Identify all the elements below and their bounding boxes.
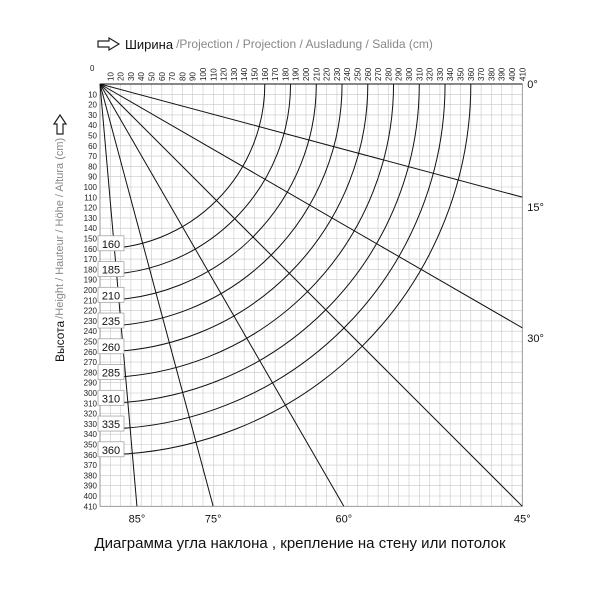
y-tick-label: 270 (83, 358, 97, 368)
x-axis-ticks (90, 64, 527, 81)
y-tick-label: 360 (83, 450, 97, 460)
diagram-caption: Диаграмма угла наклона , крепление на стену или потолок (94, 535, 506, 552)
y-tick-label: 20 (88, 100, 97, 110)
x-tick-label: 200 (302, 67, 311, 81)
x-tick-label: 370 (477, 67, 487, 81)
radius-label: 310 (101, 393, 121, 406)
y-tick-label: 350 (83, 440, 97, 450)
y-tick-label: 50 (88, 131, 97, 141)
x-tick-label: 50 (147, 72, 157, 81)
y-tick-label: 180 (83, 265, 97, 275)
y-tick-label: 370 (83, 461, 97, 471)
x-tick-label: 310 (415, 67, 425, 81)
y-tick-label: 240 (83, 327, 97, 337)
angle-label: 75° (204, 513, 222, 526)
x-tick-label: 190 (291, 67, 301, 81)
y-tick-label: 140 (83, 224, 97, 234)
angle-label: 30° (527, 332, 544, 345)
x-tick-label: 300 (405, 67, 414, 81)
x-tick-label: 130 (229, 67, 239, 81)
x-tick-label: 360 (466, 67, 476, 81)
y-tick-label: 310 (83, 399, 97, 409)
angle-line (100, 84, 522, 506)
y-tick-label: 220 (83, 306, 97, 316)
radius-label: 235 (101, 316, 121, 329)
x-tick-label: 220 (322, 67, 332, 81)
y-tick-label: 80 (88, 162, 97, 172)
y-tick-label: 10 (88, 90, 97, 100)
x-tick-label: 170 (271, 67, 281, 81)
x-tick-label: 100 (199, 67, 208, 81)
x-tick-label: 320 (425, 67, 435, 81)
x-tick-label: 290 (394, 67, 404, 81)
x-tick-label: 380 (487, 67, 497, 81)
y-tick-label: 30 (88, 110, 97, 120)
angle-label: 45° (513, 513, 531, 526)
radius-label: 260 (101, 341, 121, 354)
x-tick-label: 70 (168, 72, 178, 81)
x-tick-label: 40 (137, 72, 147, 81)
y-tick-label: 120 (83, 203, 97, 213)
angle-label: 60° (335, 513, 353, 526)
x-tick-label: 180 (281, 67, 291, 81)
projection-header (97, 35, 433, 53)
x-tick-label: 110 (209, 68, 219, 81)
y-tick-label: 380 (83, 471, 97, 481)
y-tick-label: 190 (83, 275, 97, 285)
x-tick-label: 10 (106, 72, 116, 81)
x-tick-label: 230 (332, 67, 342, 81)
x-tick-label: 210 (312, 67, 322, 81)
x-tick-label: 410 (518, 67, 528, 81)
x-tick-label: 80 (178, 72, 188, 81)
y-tick-label: 100 (83, 183, 97, 192)
projection-label-ru: Ширина (125, 36, 174, 52)
y-tick-label: 70 (88, 152, 97, 162)
y-tick-label: 400 (83, 492, 97, 501)
arrow-down-outline-icon (53, 113, 67, 135)
y-tick-label: 410 (83, 502, 97, 512)
radius-label: 285 (101, 367, 121, 380)
angle-label: 85° (128, 513, 146, 526)
x-tick-label: 140 (240, 67, 250, 81)
y-tick-label: 230 (83, 316, 97, 326)
x-tick-label: 340 (446, 67, 456, 81)
height-label-ru: Высота (53, 320, 67, 362)
x-tick-label: 280 (384, 67, 394, 81)
angle-line (100, 84, 522, 197)
angle-label: 15° (527, 202, 544, 215)
y-tick-label: 250 (83, 337, 97, 347)
y-tick-label: 290 (83, 378, 97, 388)
angle-label: 0° (527, 79, 538, 91)
radius-label: 185 (101, 264, 121, 277)
x-tick-label: 160 (260, 67, 270, 81)
radius-label: 360 (101, 444, 121, 457)
projection-label-rest: /Projection / Projection / Ausladung / Salida (cm) (176, 37, 433, 51)
y-axis-ticks (84, 90, 98, 511)
y-tick-label: 40 (88, 121, 97, 131)
y-tick-label: 130 (83, 213, 97, 223)
y-tick-label: 330 (83, 419, 97, 429)
y-tick-label: 90 (88, 172, 97, 182)
x-tick-label: 90 (188, 72, 198, 81)
x-tick-label: 60 (157, 72, 167, 81)
x-tick-label: 270 (374, 67, 384, 81)
y-tick-label: 150 (83, 234, 97, 244)
radius-label: 210 (101, 290, 121, 303)
y-tick-label: 60 (88, 141, 97, 151)
x-tick-label: 330 (435, 67, 445, 81)
height-label-rest: /Height / Hauteur / Höhe / Altura (cm) (54, 137, 66, 319)
x-tick-label: 240 (343, 67, 353, 81)
x-tick-label: 150 (250, 67, 260, 81)
y-tick-label: 160 (83, 244, 97, 254)
y-tick-label: 320 (83, 409, 97, 419)
x-tick-label: 20 (116, 72, 126, 81)
x-tick-label: 30 (126, 72, 136, 81)
y-tick-label: 110 (84, 193, 97, 203)
y-tick-label: 280 (83, 368, 97, 378)
arrow-right-outline-icon (97, 37, 121, 51)
y-tick-label: 390 (83, 481, 97, 491)
x-origin-label: 0 (90, 64, 95, 73)
x-tick-label: 390 (497, 67, 507, 81)
angle-lines (100, 84, 522, 506)
radius-label: 160 (101, 238, 121, 251)
radius-labels (98, 236, 124, 457)
x-tick-label: 120 (219, 67, 229, 81)
y-tick-label: 210 (83, 296, 97, 306)
y-tick-label: 340 (83, 430, 97, 440)
y-tick-label: 170 (83, 255, 97, 265)
height-header (53, 113, 67, 362)
x-tick-label: 260 (363, 67, 373, 81)
y-tick-label: 200 (83, 286, 97, 295)
y-tick-label: 260 (83, 347, 97, 357)
radius-label: 335 (101, 419, 121, 432)
x-tick-label: 350 (456, 67, 466, 81)
y-tick-label: 300 (83, 389, 97, 398)
x-tick-label: 400 (508, 67, 517, 81)
x-tick-label: 250 (353, 67, 363, 81)
